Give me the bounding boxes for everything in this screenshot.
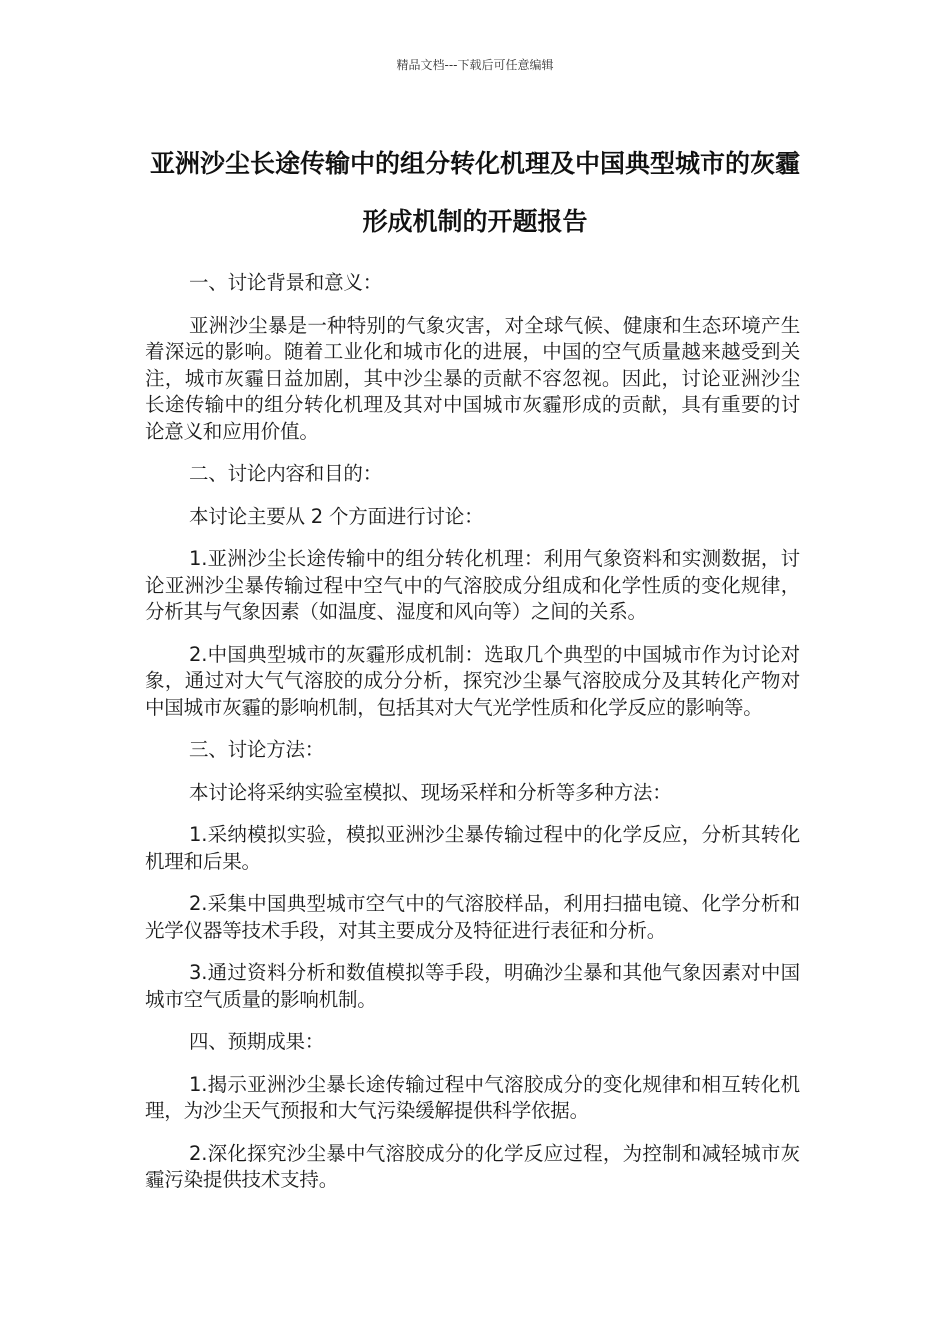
document-body bbox=[145, 270, 800, 1210]
paragraph-background: 亚洲沙尘暴是一种特别的气象灾害，对全球气候、健康和生态环境产生着深远的影响。随着工业化和城市化的进展，中国的空气质量越来越受到关注，城市灰霾日益加剧，其中沙尘暴的贡献不容忽视。因此，讨论亚洲沙尘长途传输中的组分转化机理及其对中国城市灰霾形成的贡献，具有重要的讨论意义和应用价值。 bbox=[145, 313, 800, 443]
paragraph-content-item-2: 2.中国典型城市的灰霾形成机制：选取几个典型的中国城市作为讨论对象，通过对大气气溶胶的成分分析，探究沙尘暴气溶胶成分及其转化产物对中国城市灰霾的影响机制，包括其对大气光学性质和化学反应的影响等。 bbox=[145, 642, 800, 719]
page-header-note: 精品文档---下载后可任意编辑 bbox=[396, 58, 554, 72]
section-heading-background: 一、讨论背景和意义： bbox=[189, 271, 383, 294]
paragraph-methods-intro: 本讨论将采纳实验室模拟、现场采样和分析等多种方法： bbox=[189, 780, 672, 804]
section-heading-methods: 三、讨论方法： bbox=[189, 738, 325, 761]
paragraph-methods-item-3: 3.通过资料分析和数值模拟等手段，明确沙尘暴和其他气象因素对中国城市空气质量的影响机制。 bbox=[145, 961, 800, 1011]
section-heading-content: 二、讨论内容和目的： bbox=[189, 462, 383, 485]
paragraph-content-intro: 本讨论主要从 2 个方面进行讨论： bbox=[189, 504, 484, 528]
paragraph-outcomes-item-1: 1.揭示亚洲沙尘暴长途传输过程中气溶胶成分的变化规律和相互转化机理，为沙尘天气预报和大气污染缓解提供科学依据。 bbox=[145, 1072, 800, 1122]
paragraph-content-item-1: 1.亚洲沙尘长途传输中的组分转化机理：利用气象资料和实测数据，讨论亚洲沙尘暴传输过程中空气中的气溶胶成分组成和化学性质的变化规律，分析其与气象因素（如温度、湿度和风向等）之间的关系。 bbox=[145, 547, 800, 623]
paragraph-methods-item-1: 1.采纳模拟实验，模拟亚洲沙尘暴传输过程中的化学反应，分析其转化机理和后果。 bbox=[145, 823, 800, 873]
section-heading-outcomes: 四、预期成果： bbox=[189, 1030, 325, 1053]
paragraph-methods-item-2: 2.采集中国典型城市空气中的气溶胶样品，利用扫描电镜、化学分析和光学仪器等技术手段，对其主要成分及特征进行表征和分析。 bbox=[145, 892, 800, 942]
document-title: 亚洲沙尘长途传输中的组分转化机理及中国典型城市的灰霾形成机制的开题报告 bbox=[149, 149, 800, 236]
paragraph-outcomes-item-2: 2.深化探究沙尘暴中气溶胶成分的化学反应过程，为控制和减轻城市灰霾污染提供技术支持。 bbox=[145, 1141, 800, 1191]
